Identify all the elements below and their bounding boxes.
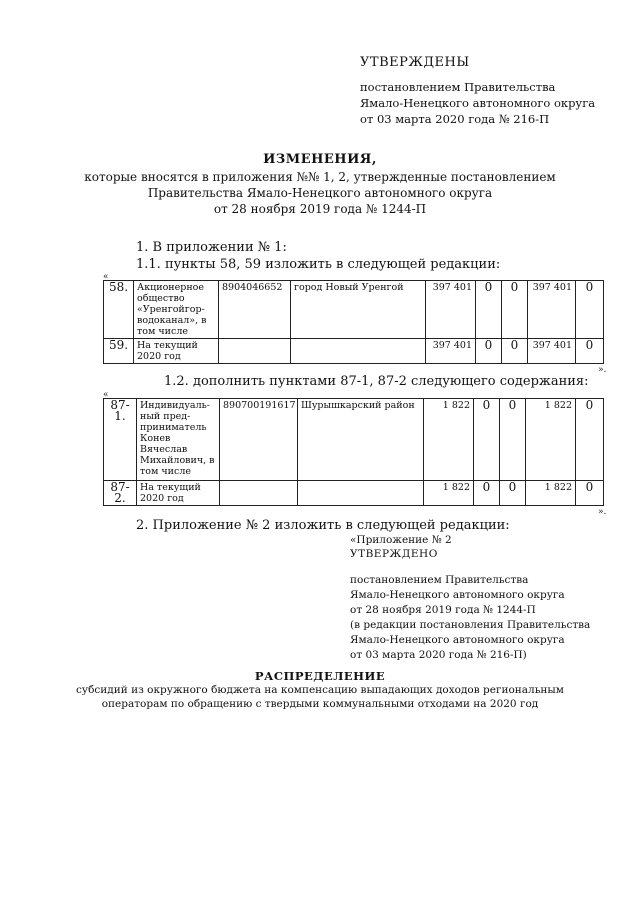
appendix2-line: «Приложение № 2 [350,534,452,546]
quote-open-1: « [103,272,109,282]
table-row [104,281,604,339]
cell-area [291,339,426,364]
cell-c3: 397 401 [528,339,576,364]
quote-close-2: ». [598,507,607,517]
cell-c4: 0 [576,281,604,339]
appendix2-line-5: Ямало-Ненецкого автономного округа [350,634,565,646]
cell-c3: 1 822 [526,399,576,481]
quote-close-1: ». [598,365,607,375]
section1-sub1: 1.1. пункты 58, 59 изложить в следующей редакции: [136,257,501,272]
appendix2-line-4: (в редакции постановления Правительства [350,619,591,631]
cell-name: Акционерное общество «Уренгойгор-водоканал», в том числе [134,281,219,339]
cell-c2: 0 [500,399,526,481]
table-row [104,339,604,364]
table-row [104,399,604,481]
cell-c3: 1 822 [526,481,576,506]
changes-line-2: Правительства Ямало-Ненецкого автономного округа [147,186,493,200]
changes-line-1: которые вносятся в приложения №№ 1, 2, утвержденные постановлением [84,170,556,184]
appendix2-line-3: от 28 ноября 2019 года № 1244-П [350,604,536,616]
approved-line-1: постановлением Правительства [360,80,556,94]
cell-total: 397 401 [426,339,476,364]
cell-name: Индивидуаль-ный пред-приниматель Конев Вячеслав Михайлович, в том числе [137,399,220,481]
cell-total: 1 822 [424,399,474,481]
distribution-title: РАСПРЕДЕЛЕНИЕ [254,669,386,683]
table-items-87 [103,398,604,506]
cell-inn [219,339,291,364]
table-row [104,481,604,506]
cell-c3: 397 401 [528,281,576,339]
cell-name: На текущий 2020 год [134,339,219,364]
cell-c1: 0 [476,339,502,364]
section1-sub2: 1.2. дополнить пунктами 87-1, 87-2 следующего содержания: [164,374,589,389]
cell-no: 59. [104,339,134,364]
distribution-line-2: операторам по обращению с твердыми коммунальными отходами на 2020 год [101,698,539,710]
changes-title: ИЗМЕНЕНИЯ, [263,152,377,167]
distribution-line-1: субсидий из окружного бюджета на компенсацию выпадающих доходов региональным [76,684,564,696]
appendix2-line-1: постановлением Правительства [350,574,529,586]
cell-area: Шурышкарский район [298,399,424,481]
cell-c1: 0 [474,481,500,506]
changes-line-3: от 28 ноября 2019 года № 1244-П [213,202,427,216]
cell-no: 87-2. [104,481,137,506]
appendix2-approved: УТВЕРЖДЕНО [350,548,438,560]
approved-line-3: от 03 марта 2020 года № 216-П [360,112,550,126]
appendix2-line-2: Ямало-Ненецкого автономного округа [350,589,565,601]
cell-inn [220,481,298,506]
quote-open-2: « [103,390,109,400]
table-items-58-59 [103,280,604,364]
cell-c1: 0 [476,281,502,339]
cell-c4: 0 [576,339,604,364]
cell-c2: 0 [502,339,528,364]
cell-total: 1 822 [424,481,474,506]
cell-c2: 0 [502,281,528,339]
cell-c4: 0 [576,481,604,506]
cell-inn: 890700191617 [220,399,298,481]
cell-area: город Новый Уренгой [291,281,426,339]
cell-c4: 0 [576,399,604,481]
cell-total: 397 401 [426,281,476,339]
cell-name: На текущий 2020 год [137,481,220,506]
cell-inn: 8904046652 [219,281,291,339]
section1-title: 1. В приложении № 1: [136,240,287,255]
cell-no: 87-1. [104,399,137,481]
approved-heading: УТВЕРЖДЕНЫ [360,55,470,70]
cell-no: 58. [104,281,134,339]
cell-area [298,481,424,506]
approved-line-2: Ямало-Ненецкого автономного округа [360,96,596,110]
cell-c2: 0 [500,481,526,506]
appendix2-line-6: от 03 марта 2020 года № 216-П) [350,649,527,661]
section2-title: 2. Приложение № 2 изложить в следующей редакции: [136,518,510,533]
cell-c1: 0 [474,399,500,481]
